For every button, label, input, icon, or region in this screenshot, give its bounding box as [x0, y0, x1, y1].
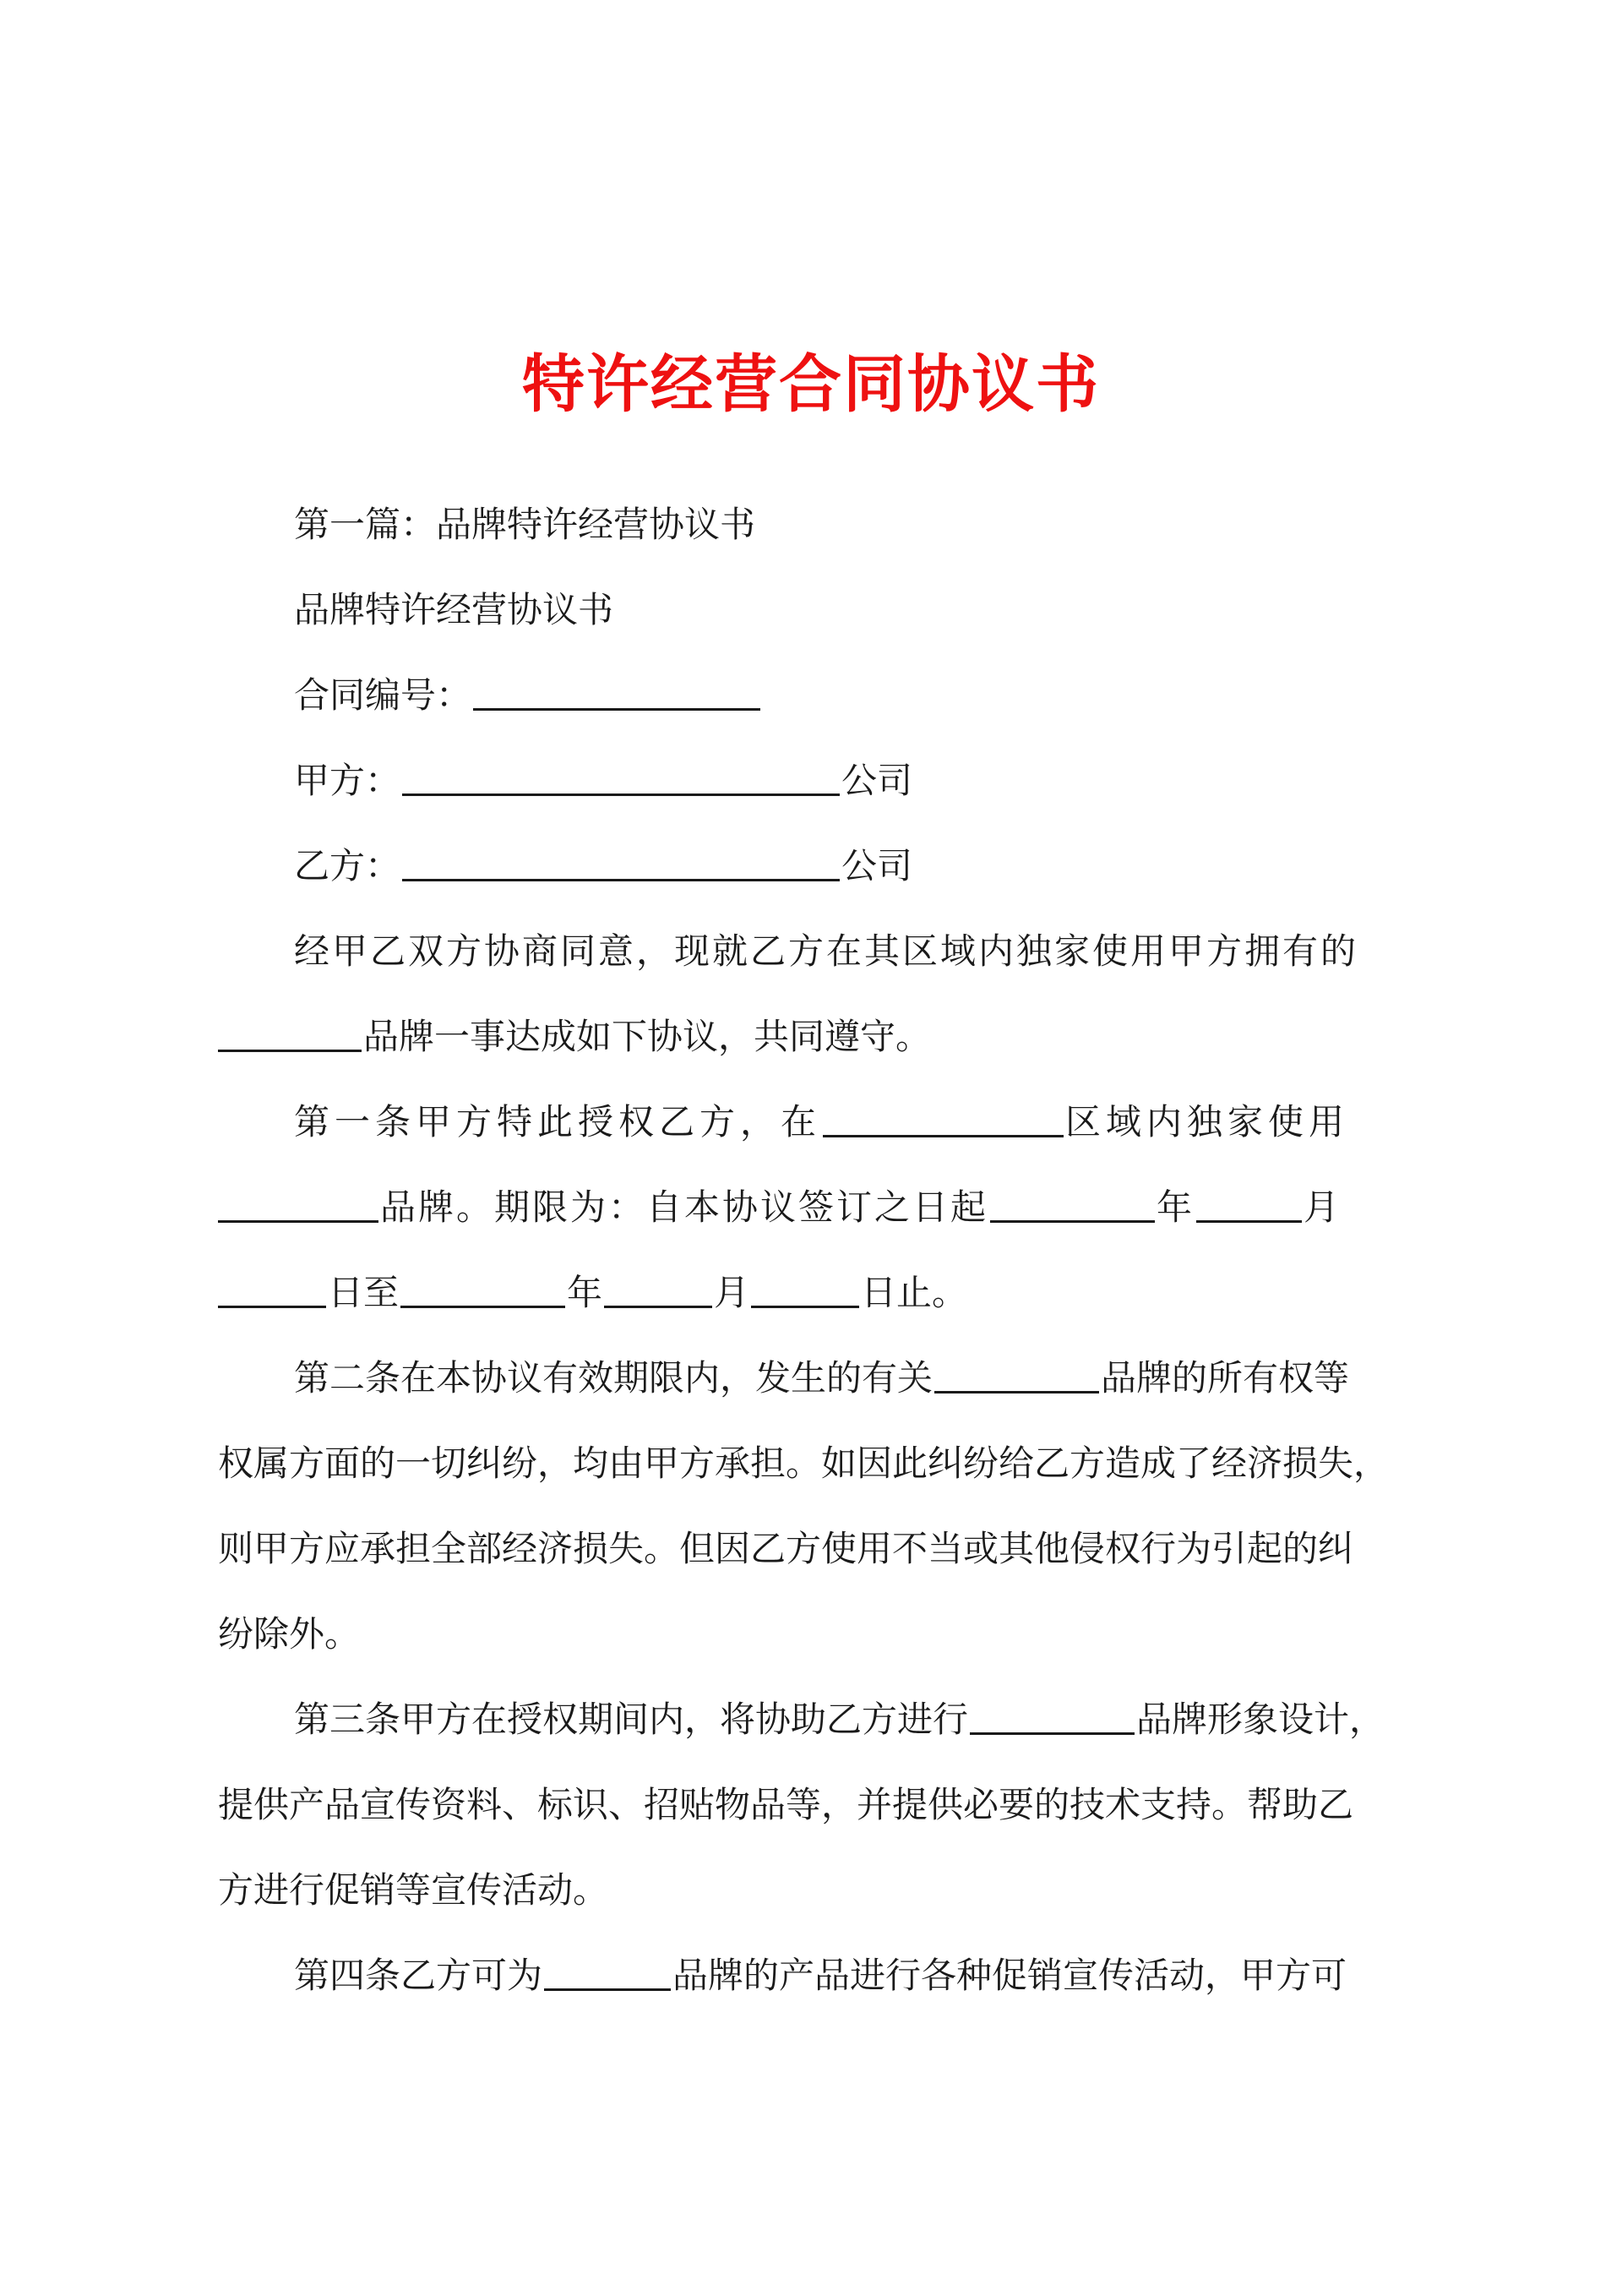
- article-1-line-3: [218, 1250, 1418, 1335]
- start-month-label: 月: [1304, 1186, 1342, 1228]
- article-3-brand-blank: [970, 1700, 1135, 1735]
- end-month-label: 月: [714, 1272, 750, 1313]
- article-2-text-b: 品牌的所有权等: [1101, 1357, 1350, 1399]
- start-month-blank: [1196, 1188, 1302, 1223]
- party-a-label: 甲方：: [294, 760, 401, 801]
- article-3-text-a: 第三条甲方在授权期间内，将协助乙方进行: [294, 1699, 969, 1740]
- start-year-label: 年: [1157, 1186, 1195, 1228]
- party-b-label: 乙方：: [294, 845, 401, 886]
- article-2-line-1: [218, 1335, 1418, 1421]
- end-day-blank: [751, 1273, 859, 1308]
- end-year-blank: [400, 1273, 565, 1308]
- article-2-line-2: 权属方面的一切纠纷，均由甲方承担。如因此纠纷给乙方造成了经济损失，: [218, 1442, 1390, 1484]
- article-1-brand-blank: [218, 1188, 378, 1223]
- end-text: 日至: [328, 1272, 400, 1313]
- article-3-text-b: 品牌形象设计，: [1136, 1699, 1385, 1740]
- party-b-suffix: 公司: [841, 845, 913, 886]
- article-1-text-b: 区域内独家使用: [1065, 1101, 1350, 1143]
- article-4-brand-blank: [544, 1956, 671, 1991]
- document-title: 特许经营合同协议书: [522, 348, 1100, 421]
- start-year-blank: [990, 1188, 1155, 1223]
- party-a-blank: [402, 761, 840, 796]
- end-year-label: 年: [567, 1272, 603, 1313]
- preamble-line-1: 经甲乙双方协商同意，现就乙方在其区域内独家使用甲方拥有的: [294, 930, 1359, 972]
- article-2-brand-blank: [934, 1359, 1099, 1393]
- article-4-text-a: 第四条乙方可为: [294, 1955, 543, 1996]
- article-1-text-a: 第一条甲方特此授权乙方，在: [294, 1101, 822, 1143]
- article-2-text-a: 第二条在本协议有效期限内，发生的有关: [294, 1357, 933, 1399]
- article-4-text-b: 品牌的产品进行各种促销宣传活动，甲方可: [672, 1955, 1347, 1996]
- preamble-brand-blank: [218, 1017, 362, 1052]
- preamble-line-2: [218, 994, 1418, 1079]
- article-1-text-c: 品牌。期限为：自本协议签订之日起: [380, 1186, 989, 1228]
- contract-number-line: [218, 652, 1418, 738]
- article-1-region-blank: [823, 1103, 1064, 1137]
- party-a-suffix: 公司: [841, 760, 913, 801]
- article-4-line-1: [218, 1933, 1418, 2018]
- article-3-line-3: 方进行促销等宣传活动。: [218, 1869, 609, 1911]
- article-3-line-1: [218, 1677, 1418, 1762]
- agreement-subtitle: 品牌特许经营协议书: [294, 589, 614, 630]
- start-day-blank: [218, 1273, 326, 1308]
- preamble-line-2-text: 品牌一事达成如下协议，共同遵守。: [363, 1016, 932, 1057]
- party-a-line: [218, 738, 1418, 823]
- contract-number-blank: [473, 676, 760, 711]
- article-3-line-2: 提供产品宣传资料、标识、招贴物品等，并提供必要的技术支持。帮助乙: [218, 1784, 1354, 1825]
- article-2-line-4: 纷除外。: [218, 1613, 361, 1655]
- end-month-blank: [604, 1273, 712, 1308]
- article-1-line-2: [218, 1164, 1418, 1250]
- end-day-label: 日止。: [861, 1272, 968, 1313]
- party-b-blank: [402, 847, 840, 881]
- contract-number-label: 合同编号：: [294, 674, 472, 716]
- document-body: [218, 482, 1418, 2018]
- section-heading: 第一篇：品牌特许经营协议书: [294, 504, 756, 545]
- article-1-line-1: [218, 1079, 1418, 1164]
- article-2-line-3: 则甲方应承担全部经济损失。但因乙方使用不当或其他侵权行为引起的纠: [218, 1528, 1354, 1569]
- party-b-line: [218, 823, 1418, 908]
